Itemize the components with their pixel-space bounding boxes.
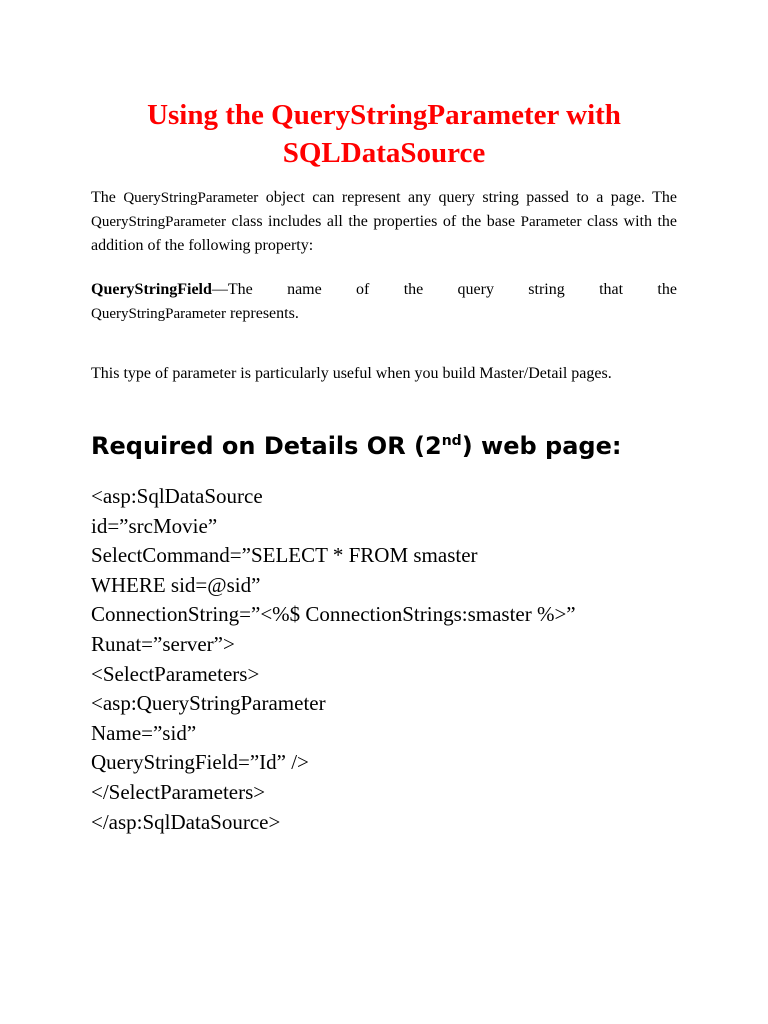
code-line: id=”srcMovie” (91, 513, 218, 538)
code-block (91, 482, 731, 837)
code-line: <asp:QueryStringParameter (91, 691, 326, 716)
usage-paragraph: This type of parameter is particularly useful when you build Master/Detail pages. (91, 365, 612, 382)
property-class-name: QueryStringParameter (91, 306, 226, 322)
code-line: WHERE sid=@sid” (91, 572, 261, 597)
intro-text-1: object can represent any query string passed to a page. The (265, 189, 677, 206)
intro-the: The (91, 189, 116, 206)
property-word-2: of (356, 281, 370, 298)
property-word-1: name (287, 281, 322, 298)
code-line: <SelectParameters> (91, 661, 260, 686)
heading-after: ) web page: (461, 432, 622, 460)
property-word-7: the (657, 281, 677, 298)
property-name-with-dash (91, 278, 253, 302)
intro-paragraph (91, 186, 677, 258)
property-word-3: the (403, 281, 424, 298)
property-name: QueryStringField (91, 281, 212, 298)
property-word-0: —The (211, 281, 253, 298)
heading-superscript: nd (441, 433, 462, 449)
intro-class-name-3: Parameter (520, 214, 582, 230)
property-line-1 (91, 278, 677, 302)
page-title-line-1: Using the QueryStringParameter with (147, 99, 621, 131)
code-line: ConnectionString=”<%$ ConnectionStrings:smaster %>” (91, 602, 576, 627)
property-line-2 (91, 302, 677, 326)
code-line: Runat=”server”> (91, 631, 235, 656)
code-line: </SelectParameters> (91, 779, 266, 804)
property-word-6: that (599, 281, 624, 298)
intro-text-2: class includes all the properties of the base (231, 213, 516, 230)
intro-text-3: class with the addition of the following property: (91, 213, 678, 254)
heading-before: Required on Details OR (2 (91, 432, 442, 460)
property-word-4: query (457, 281, 494, 298)
property-tail: represents. (229, 305, 299, 322)
code-line: </asp:SqlDataSource> (91, 809, 281, 834)
intro-class-name-2: QueryStringParameter (91, 214, 226, 230)
code-line: SelectCommand=”SELECT * FROM smaster (91, 543, 478, 568)
property-paragraph (91, 278, 677, 326)
page-title-line-2: SQLDataSource (282, 137, 486, 169)
section-heading (91, 426, 621, 466)
intro-class-name-1: QueryStringParameter (123, 190, 259, 206)
property-word-5: string (528, 281, 565, 298)
code-line: Name=”sid” (91, 720, 197, 745)
code-line: <asp:SqlDataSource (91, 484, 263, 508)
code-line: QueryStringField=”Id” /> (91, 750, 309, 775)
